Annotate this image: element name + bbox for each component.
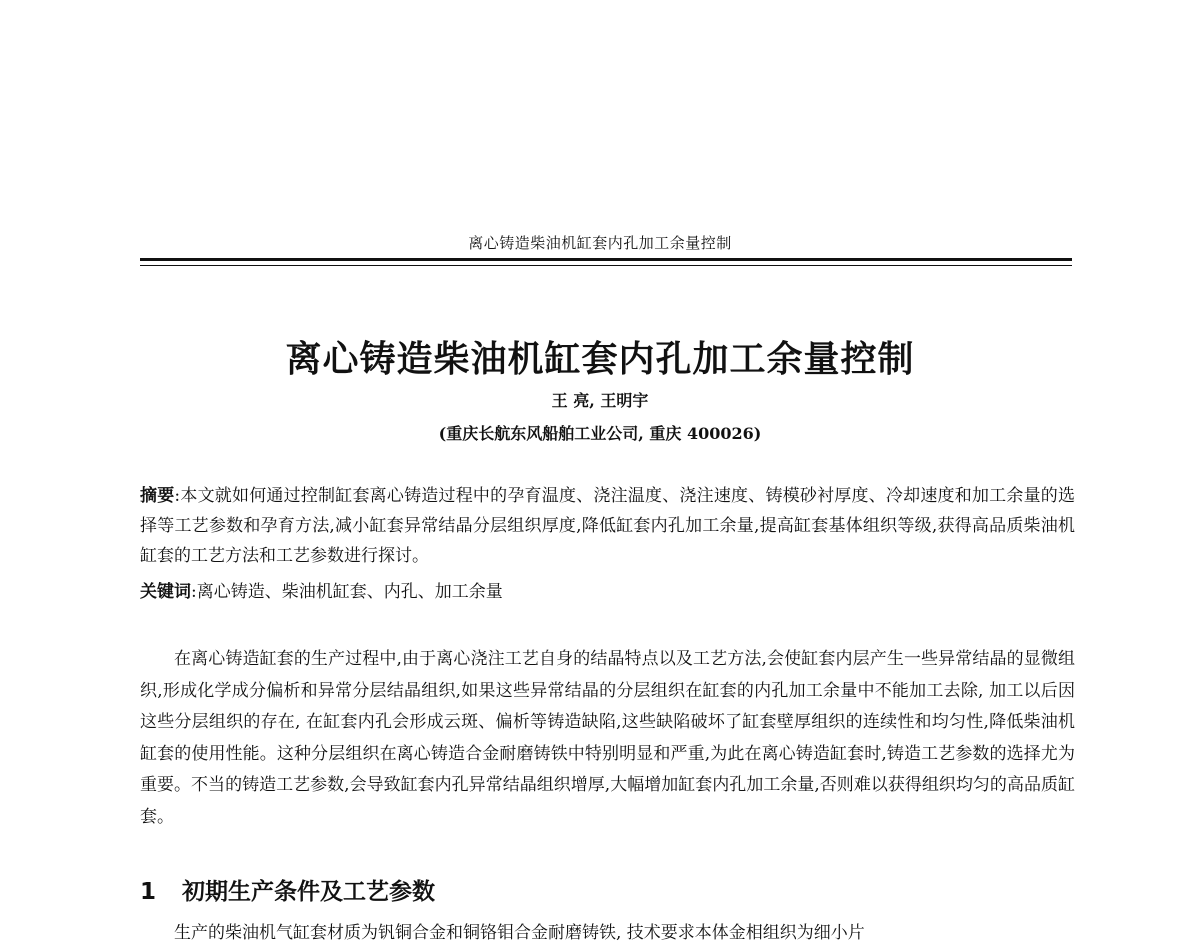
- header-rule-thick: [140, 258, 1072, 261]
- abstract-label: 摘要: [140, 486, 175, 506]
- section-heading: [140, 873, 1075, 906]
- running-header: 离心铸造柴油机缸套内孔加工余量控制: [468, 234, 732, 252]
- section-paragraph: 生产的柴油机气缸套材质为钒铜合金和铜铬钼合金耐磨铸铁, 技术要求本体金相组织为细小片: [174, 923, 865, 943]
- section-title: 初期生产条件及工艺参数: [182, 879, 435, 905]
- section-number: 1: [140, 879, 157, 905]
- affiliation: (重庆长航东风船舶工业公司, 重庆 400026): [438, 424, 762, 443]
- abstract-text: :本文就如何通过控制缸套离心铸造过程中的孕育温度、浇注温度、浇注速度、铸模砂衬厚度、冷却速度和加工余量的选择等工艺参数和孕育方法,减小缸套异常结晶分层组织厚度,降低缸套内孔加工余量,提高缸套基体组织等级,获得高品质柴油机缸套的工艺方法和工艺参数进行探讨。: [140, 486, 1075, 566]
- keywords-text: :离心铸造、柴油机缸套、内孔、加工余量: [191, 582, 503, 602]
- header-rule-thin: [140, 265, 1072, 266]
- paper-title: 离心铸造柴油机缸套内孔加工余量控制: [285, 339, 915, 380]
- authors: 王 亮, 王明宇: [551, 391, 649, 410]
- keywords-label: 关键词: [140, 582, 191, 602]
- abstract: [140, 481, 1075, 571]
- intro-paragraph: 在离心铸造缸套的生产过程中,由于离心浇注工艺自身的结晶特点以及工艺方法,会使缸套内层产生一些异常结晶的显微组织,形成化学成分偏析和异常分层结晶组织,如果这些异常结晶的分层组织在缸套的内孔加工余量中不能加工去除, 加工以后因这些分层组织的存在, 在缸套内孔会形成云斑、偏析等铸造缺陷,这些缺陷破坏了缸套壁厚组织的连续性和均匀性,降低柴油机缸套的使用性能。这种分层组织在离心铸造合金耐磨铸铁中特别明显和严重,为此在离心铸造缸套时,铸造工艺参数的选择尤为重要。不当的铸造工艺参数,会导致缸套内孔异常结晶组织增厚,大幅增加缸套内孔加工余量,否则难以获得组织均匀的高品质缸套。: [140, 649, 1075, 827]
- keywords: [140, 577, 1075, 607]
